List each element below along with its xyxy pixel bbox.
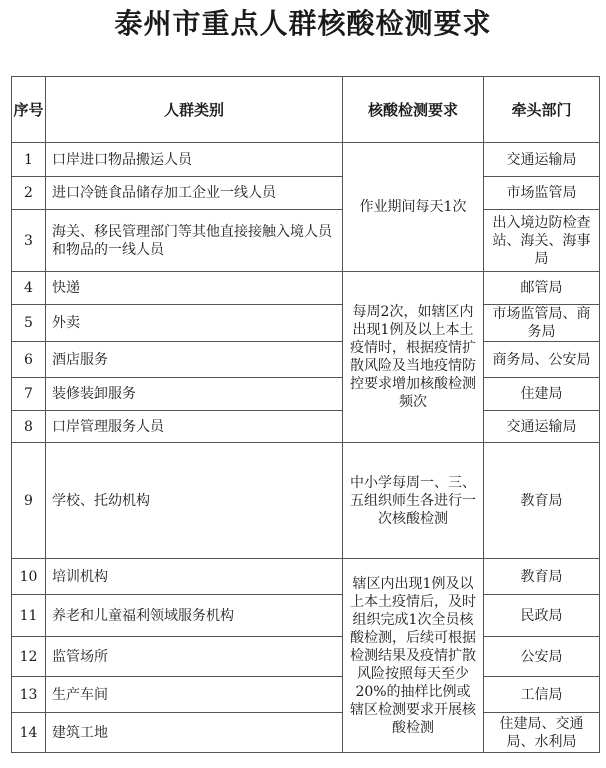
row-department: 市场监管局、商务局 [484,305,600,342]
row-department: 教育局 [484,559,600,595]
row-department: 出入境边防检查站、海关、海事局 [484,210,600,272]
table-row [12,595,600,637]
row-category: 养老和儿童福利领域服务机构 [46,595,343,637]
row-department: 商务局、公安局 [484,342,600,378]
row-category: 快递 [46,272,343,305]
row-category: 建筑工地 [46,713,343,753]
row-category: 培训机构 [46,559,343,595]
requirement-group-c: 中小学每周一、三、五组织师生各进行一次核酸检测 [343,443,484,559]
row-department: 市场监管局 [484,177,600,210]
requirement-group-b: 每周2次，如辖区内出现1例及以上本土疫情时，根据疫情扩散风险及当地疫情防控要求增加核酸检测频次 [343,272,484,443]
row-department: 工信局 [484,677,600,713]
table-row [12,342,600,378]
requirement-group-d: 辖区内出现1例及以上本土疫情后，及时组织完成1次全员核酸检测，后续可根据检测结果及疫情扩散风险按照每天至少20%的抽样比例或辖区检测要求开展核酸检测 [343,559,484,753]
requirements-table [11,76,600,753]
page-title: 泰州市重点人群核酸检测要求 [114,7,492,40]
row-number: 14 [12,713,46,753]
row-number: 4 [12,272,46,305]
requirement-group-a: 作业期间每天1次 [343,143,484,272]
table-row [12,210,600,272]
row-number: 3 [12,210,46,272]
table-row [12,559,600,595]
table-row [12,677,600,713]
row-department: 民政局 [484,595,600,637]
row-category: 进口冷链食品储存加工企业一线人员 [46,177,343,210]
row-number: 1 [12,143,46,177]
table-row [12,305,600,342]
row-department: 公安局 [484,637,600,677]
row-department: 邮管局 [484,272,600,305]
row-number: 12 [12,637,46,677]
row-number: 13 [12,677,46,713]
table-row [12,177,600,210]
table-row [12,443,600,559]
row-category: 外卖 [46,305,343,342]
table-row [12,411,600,443]
row-category: 学校、托幼机构 [46,443,343,559]
row-department: 交通运输局 [484,143,600,177]
row-number: 7 [12,378,46,411]
row-number: 2 [12,177,46,210]
row-category: 生产车间 [46,677,343,713]
row-number: 10 [12,559,46,595]
row-department: 交通运输局 [484,411,600,443]
row-category: 监管场所 [46,637,343,677]
row-department: 住建局 [484,378,600,411]
row-department: 教育局 [484,443,600,559]
row-number: 11 [12,595,46,637]
row-number: 9 [12,443,46,559]
table-row [12,637,600,677]
table-row [12,378,600,411]
row-department: 住建局、交通局、水利局 [484,713,600,753]
header-department: 牵头部门 [484,77,600,143]
row-category: 装修装卸服务 [46,378,343,411]
table-row [12,143,600,177]
row-number: 5 [12,305,46,342]
row-category: 口岸管理服务人员 [46,411,343,443]
header-category: 人群类别 [46,77,343,143]
row-category: 海关、移民管理部门等其他直接接触入境人员和物品的一线人员 [46,210,343,272]
header-seq: 序号 [12,77,46,143]
table-row [12,713,600,753]
header-requirement: 核酸检测要求 [343,77,484,143]
table-row [12,272,600,305]
table-header-row [12,77,600,143]
row-number: 6 [12,342,46,378]
row-number: 8 [12,411,46,443]
row-category: 酒店服务 [46,342,343,378]
row-category: 口岸进口物品搬运人员 [46,143,343,177]
